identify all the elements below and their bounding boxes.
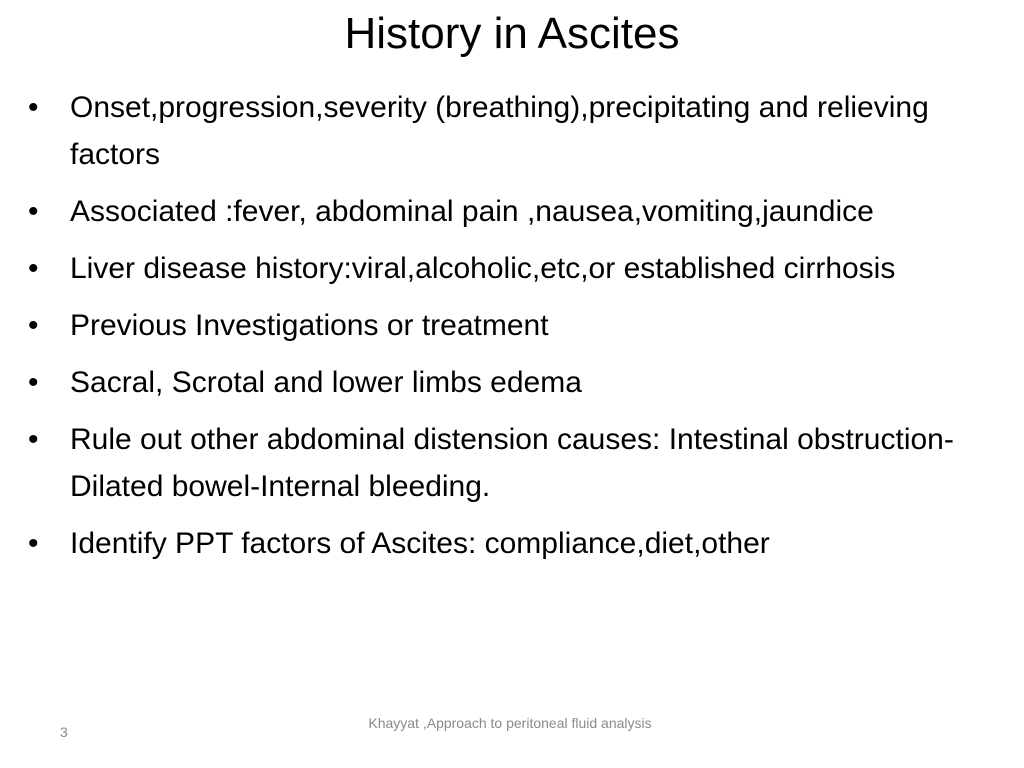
bullet-dot-icon: • (28, 252, 39, 285)
bullet-item (28, 188, 988, 235)
bullet-text: Rule out other abdominal distension causes: Intestinal obstruction-Dilated bowel-Internal bleeding. (70, 423, 954, 503)
bullet-item (28, 84, 988, 178)
bullet-dot-icon: • (28, 423, 39, 456)
bullet-item (28, 520, 988, 567)
bullet-dot-icon: • (28, 195, 39, 228)
bullet-item (28, 416, 988, 510)
bullet-text: Associated :fever, abdominal pain ,nausea,vomiting,jaundice (70, 195, 874, 228)
bullet-item (28, 359, 988, 406)
bullet-dot-icon: • (28, 366, 39, 399)
bullet-text: Sacral, Scrotal and lower limbs edema (70, 366, 582, 399)
bullet-dot-icon: • (28, 309, 39, 342)
bullet-text: Previous Investigations or treatment (70, 309, 549, 342)
slide-title: History in Ascites (344, 9, 680, 58)
bullet-text: Identify PPT factors of Ascites: compliance,diet,other (70, 527, 770, 560)
bullet-text: Onset,progression,severity (breathing),precipitating and relieving factors (70, 91, 929, 171)
slide-number: 3 (60, 724, 68, 740)
bullet-dot-icon: • (28, 91, 39, 124)
bullet-dot-icon: • (28, 527, 39, 560)
footer-text: Khayyat ,Approach to peritoneal fluid analysis (368, 715, 652, 731)
bullet-item (28, 245, 988, 292)
bullet-item (28, 302, 988, 349)
bullet-list (28, 84, 988, 577)
bullet-text: Liver disease history:viral,alcoholic,etc,or established cirrhosis (70, 252, 896, 285)
